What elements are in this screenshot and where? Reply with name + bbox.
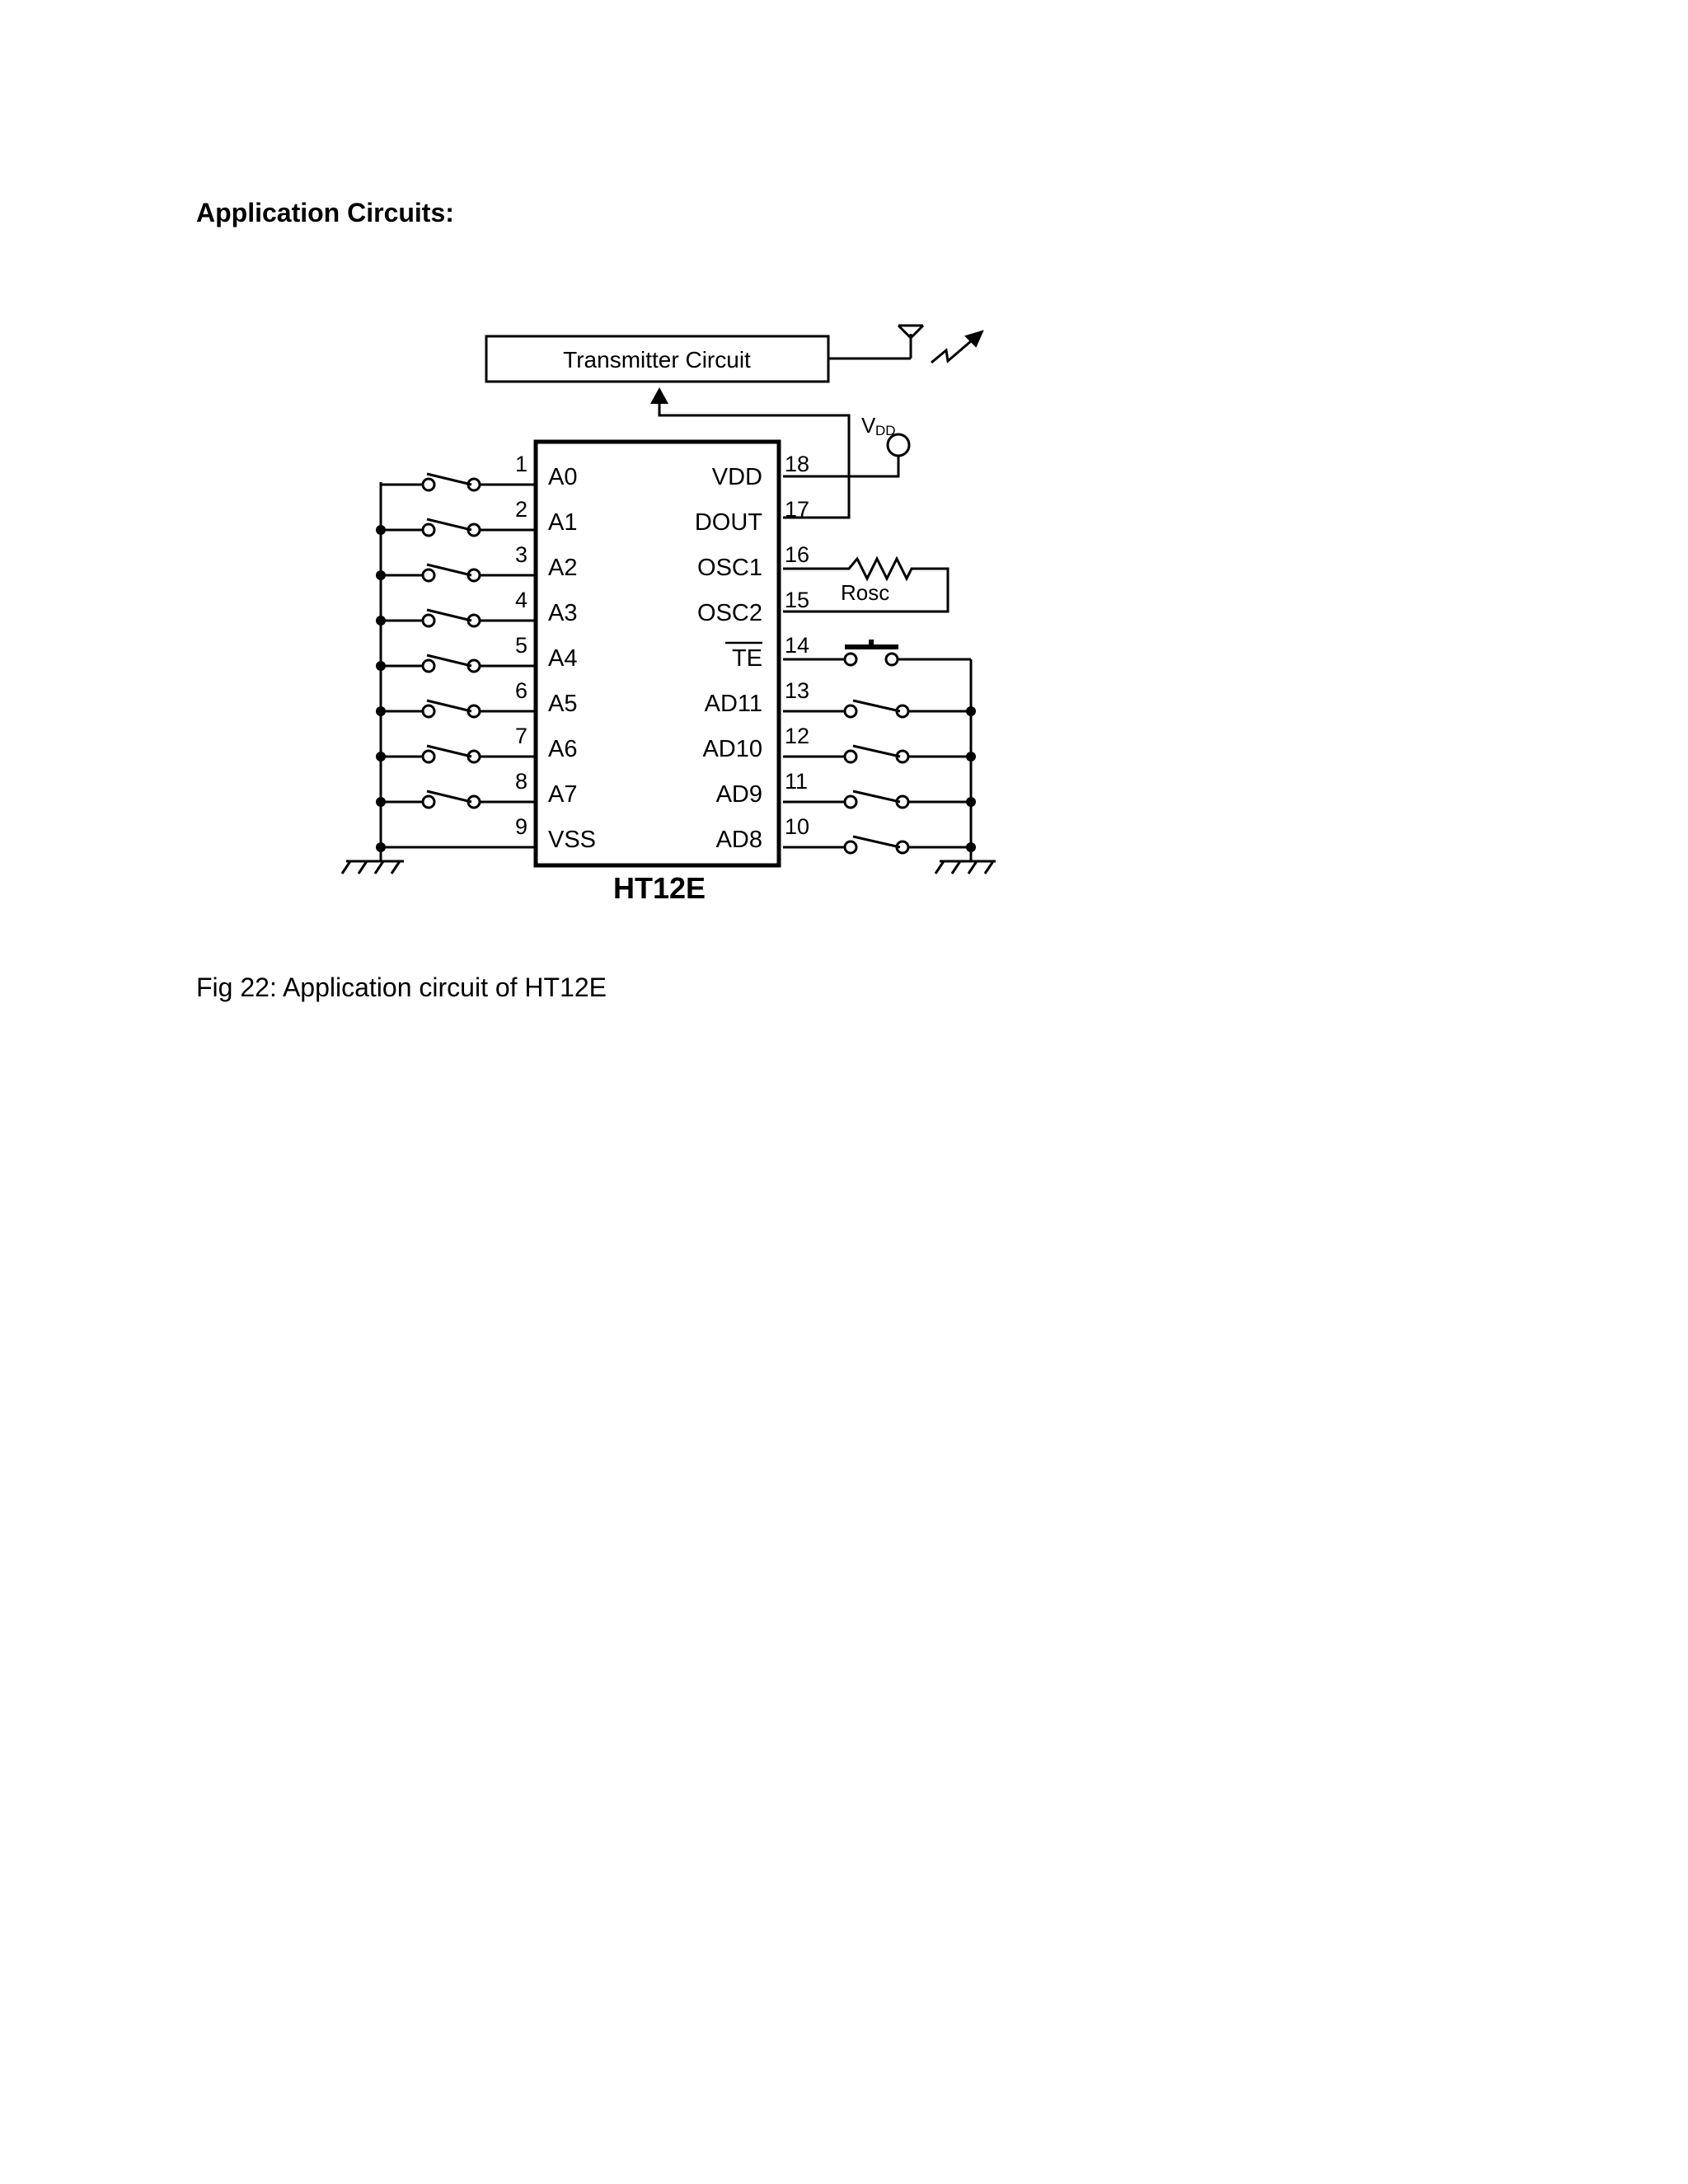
pin-number: 6 [514,678,528,703]
left-address-pins [376,452,596,853]
pin-number: 10 [785,814,810,839]
pin-number: 17 [785,497,810,522]
pin-number: 9 [514,814,528,839]
dip-switch [423,746,480,762]
pin-label: A5 [548,691,578,717]
pin-label: TE [731,645,762,672]
left-pin-a3 [376,588,577,626]
pin-number: 3 [514,542,528,567]
pin-number: 5 [514,633,528,658]
vdd-label: V [861,413,876,438]
pin-label: VSS [548,827,597,853]
chip-name: HT12E [612,871,706,905]
left-pin-a2 [376,542,577,581]
pin-number: 8 [514,769,528,794]
transmitter-label: Transmitter Circuit [563,347,751,373]
dip-switch [423,655,480,672]
dip-switch [845,791,908,808]
pin-label: AD8 [715,827,762,853]
dip-switch [423,701,480,717]
pin-number: 16 [785,542,810,567]
left-pin-a6 [376,724,577,762]
pin-label: AD11 [704,691,762,717]
left-ground-bus [342,482,404,874]
dip-switch [845,746,908,762]
pin-label: DOUT [694,509,762,536]
left-pin-a4 [376,633,577,672]
left-pin-a1 [376,497,577,536]
dip-switch [423,519,480,536]
right-data-pins [695,452,976,853]
dip-switch [845,701,908,717]
dout-signal-wire [650,387,849,518]
rf-signal-icon [931,331,982,363]
rosc-label: Rosc [841,580,890,605]
pin-label: A0 [548,464,578,490]
dip-switch [423,565,480,581]
section-heading: Application Circuits: [196,198,454,227]
pin-number: 13 [785,678,810,703]
antenna-icon [828,326,923,359]
pin-number: 15 [785,588,810,612]
right-pin-osc1 [697,542,809,581]
right-pin-osc2 [697,588,809,626]
right-pin-dout [695,497,809,536]
right-pin-ad9 [716,769,976,808]
pin-number: 14 [785,633,810,658]
pin-label: AD9 [715,781,762,808]
dip-switch [423,791,480,808]
pin-label: A6 [548,736,578,762]
pin-label: AD10 [702,736,762,762]
right-pin-ad8 [716,814,976,853]
dip-switch [423,610,480,626]
pin-number: 11 [785,769,809,794]
right-pin-ad11 [705,678,976,717]
pin-number: 7 [514,724,528,748]
pin-label: A4 [548,645,578,672]
right-ground-bus [935,659,996,874]
pin-label: A7 [548,781,578,808]
left-pin-a5 [376,678,577,717]
pin-number: 4 [514,588,528,612]
left-pin-vss [376,814,596,853]
vdd-subscript: DD [875,423,896,438]
left-pin-a0 [381,452,577,490]
ht12e-application-circuit [0,0,1688,948]
dip-switch [845,837,908,853]
figure-caption: Fig 22: Application circuit of HT12E [196,972,607,1002]
right-pin-te [725,633,809,672]
pin-label: VDD [711,464,762,490]
pin-number: 12 [785,724,810,748]
pin-label: A1 [548,509,578,536]
pin-label: OSC2 [697,600,762,626]
pin-number: 2 [514,497,528,522]
pin-label: OSC1 [697,555,762,581]
dip-switch [423,474,480,490]
left-pin-a7 [376,769,577,808]
te-push-button [783,640,971,665]
pin-number: 1 [514,452,528,476]
pin-label: A2 [548,555,578,581]
right-pin-ad10 [702,724,976,762]
pin-label: A3 [548,600,578,626]
right-pin-vdd [712,452,809,490]
pin-number: 18 [785,452,810,476]
